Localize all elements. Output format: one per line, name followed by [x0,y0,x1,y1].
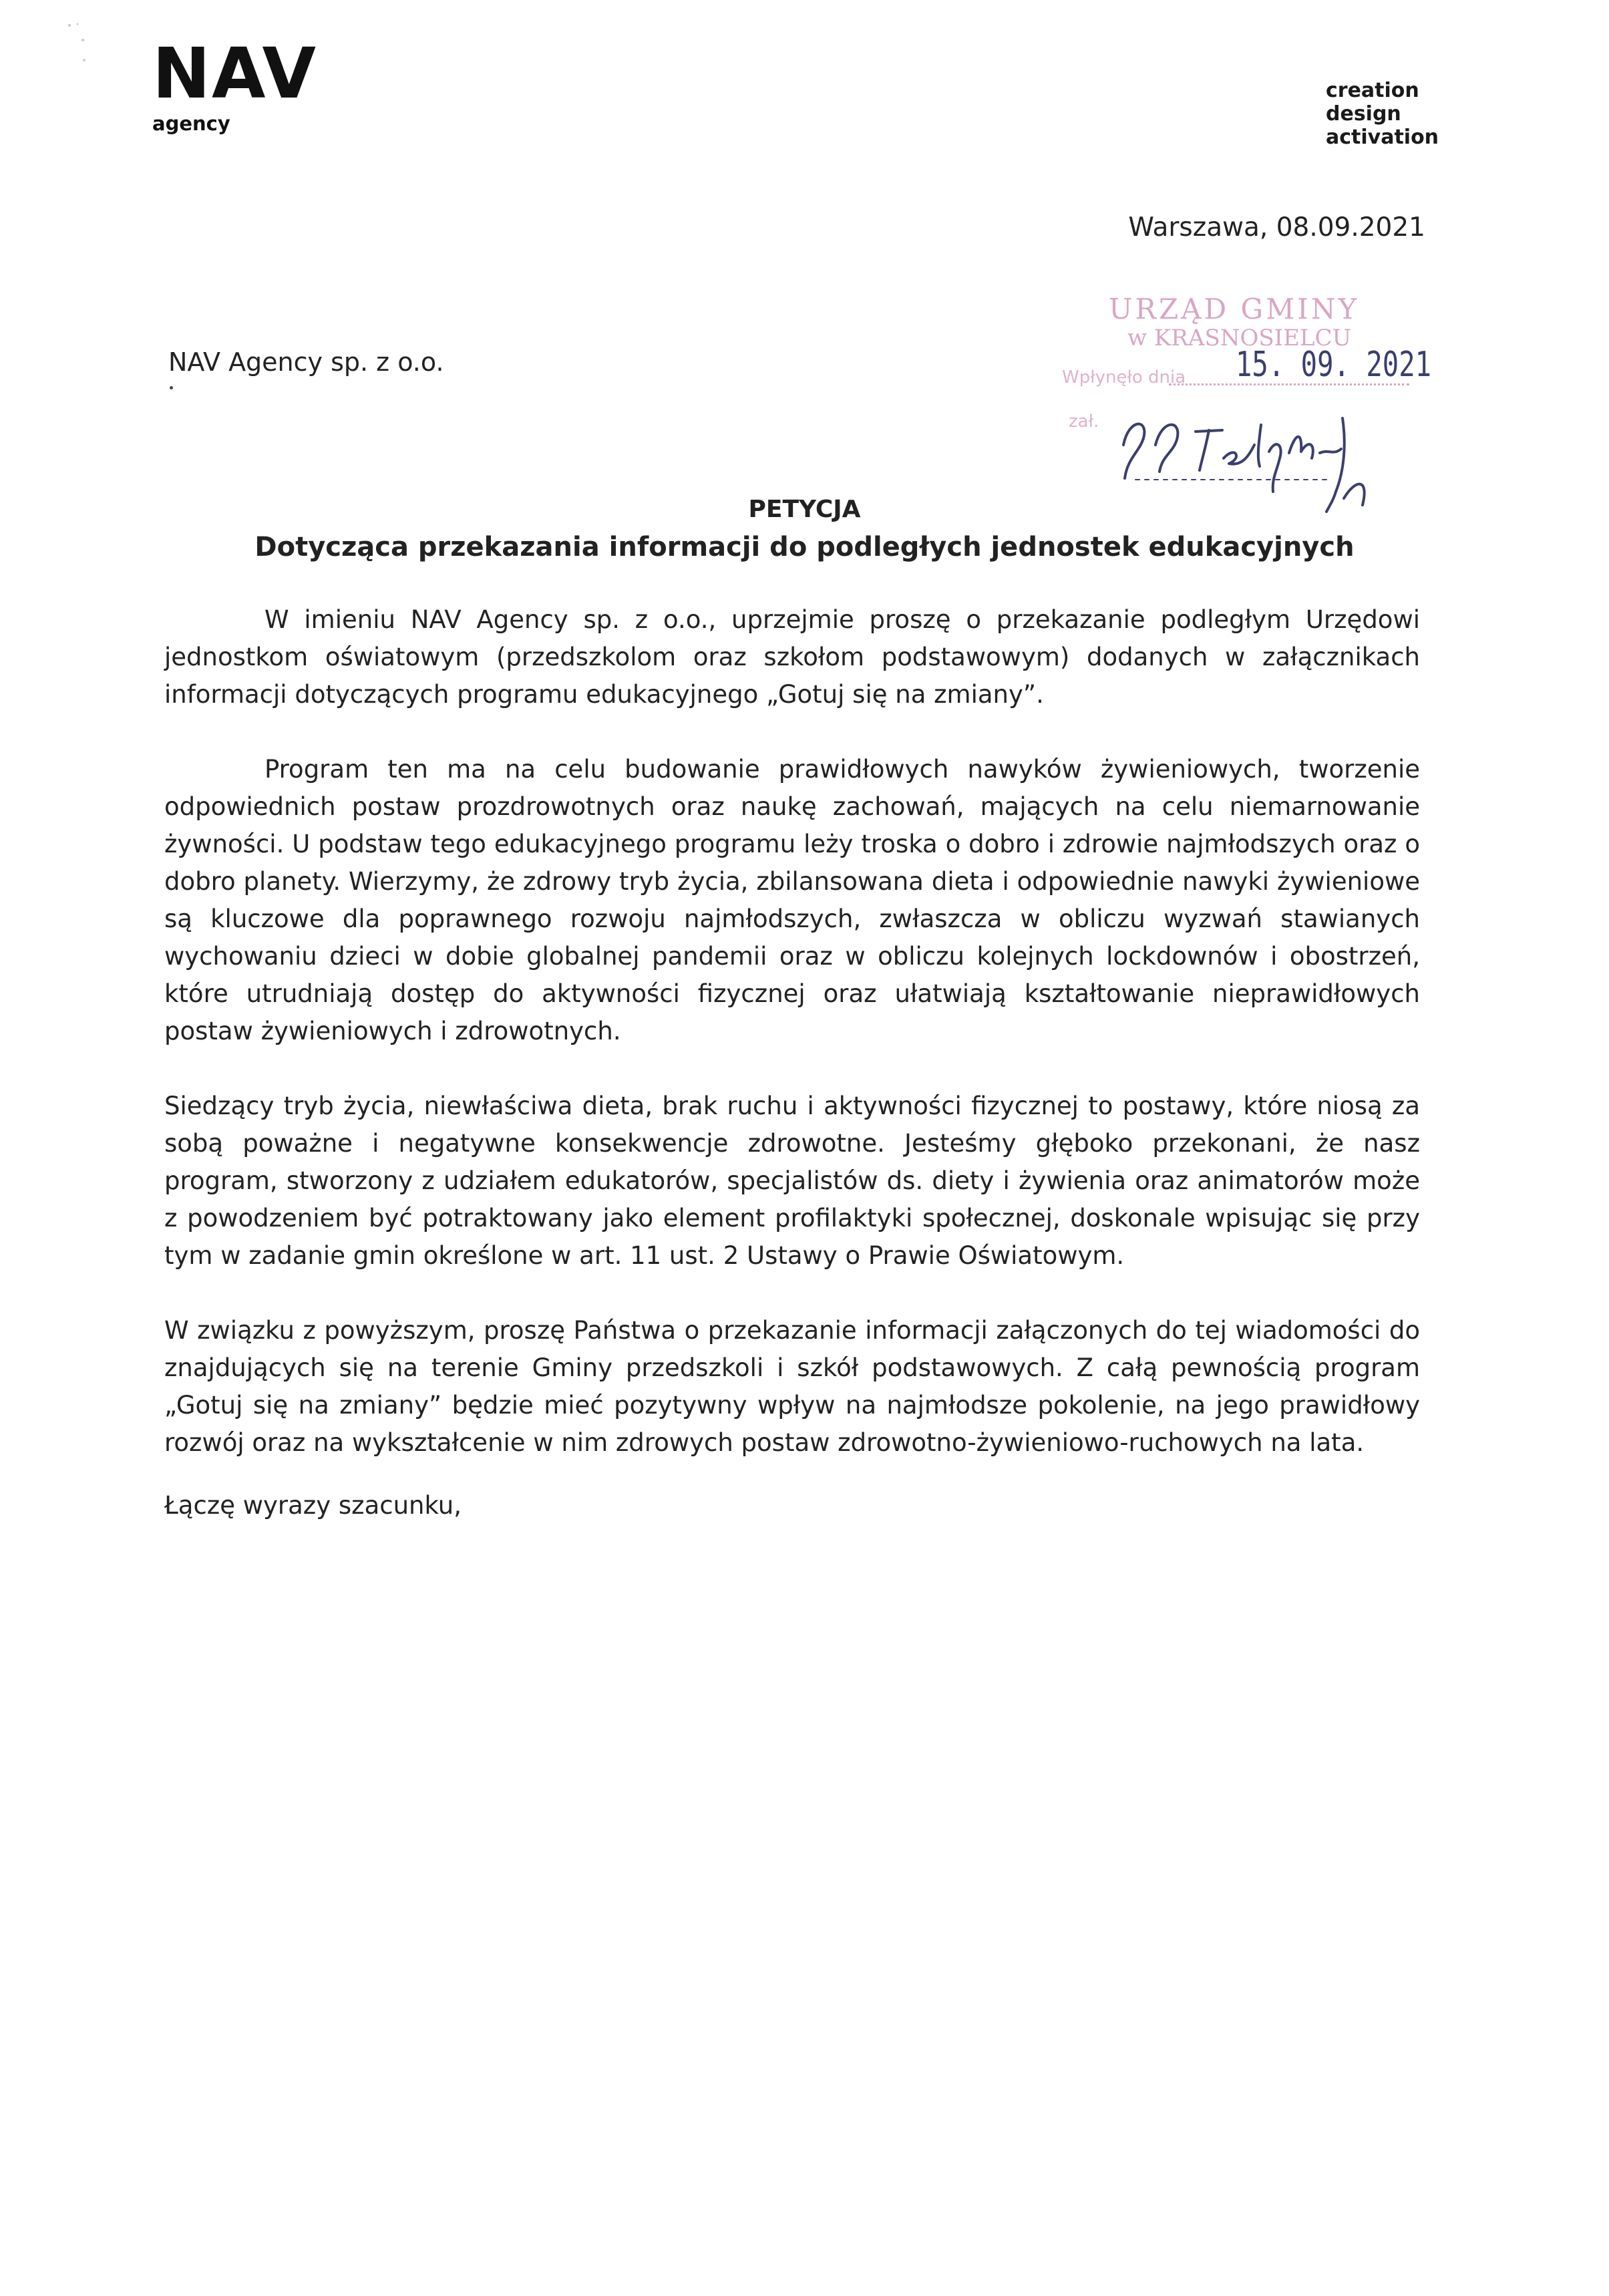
scan-corner-marks [64,20,91,67]
document-title: PETYCJA [748,496,861,523]
letter-date: Warszawa, 08.09.2021 [1128,212,1425,242]
stamp-received-date: 15. 09. 2021 [1236,345,1432,385]
body-paragraph: W związku z powyższym, proszę Państwa o przekazanie informacji załączonych do tej wiadomości do znajdujących się na terenie Gminy przedszkoli i szkół podstawowych. Z całą pewnością program „Gotuj się na zmiany” będzie mieć pozytywny wpływ na najmłodsze pokolenie, na jego prawidłowy rozwój oraz na wykształcenie w nim zdrowych postaw zdrowotno-żywieniowo-ruchowych na lata. [164,1316,1420,1457]
stamp-attachments-label: zał. [1069,412,1099,432]
logo-main-text: NAV [152,33,317,114]
company-logo [152,33,317,135]
tagline-line: activation [1326,126,1439,149]
letter-body [164,601,1420,1499]
tagline-line: creation [1326,79,1419,102]
tagline-line: design [1326,102,1401,126]
stamp-office-name: URZĄD GMINY [1109,293,1360,325]
company-tagline [1326,79,1439,149]
sender-name: NAV Agency sp. z o.o. [168,347,444,377]
body-paragraph: W imieniu NAV Agency sp. z o.o., uprzejmie proszę o przekazanie podległym Urzędowi jednostkom oświatowym (przedszkolom oraz szkołom podstawowym) dodanych w załącznikach informacji dotyczących programu edukacyjnego „Gotuj się na zmiany”. [164,605,1420,709]
stamp-office-location: w KRASNOSIELCU [1127,325,1352,351]
received-stamp [1055,293,1432,520]
logo-sub-text: agency [152,112,230,135]
body-paragraph: Program ten ma na celu budowanie prawidłowych nawyków żywieniowych, tworzenie odpowiednich postaw prozdrowotnych oraz naukę zachowań, mających na celu niemarnowanie żywności. U podstaw tego edukacyjnego programu leży troska o dobro i zdrowie najmłodszych oraz o dobro planety. Wierzymy, że zdrowy tryb życia, zbilansowana dieta i odpowiednie nawyki żywieniowe są kluczowe dla poprawnego rozwoju najmłodszych, zwłaszcza w obliczu wyzwań stawianych wychowaniu dzieci w dobie globalnej pandemii oraz w obliczu kolejnych lockdownów i obostrzeń, które utrudniają dostęp do aktywności fizycznej oraz ułatwiają kształtowanie nieprawidłowych postaw żywieniowych i zdrowotnych. [164,755,1420,1045]
stamp-received-label: Wpłynęło dnia [1062,367,1186,387]
document-subtitle: Dotycząca przekazania informacji do podległych jednostek edukacyjnych [254,532,1355,562]
body-paragraph: Siedzący tryb życia, niewłaściwa dieta, brak ruchu i aktywności fizycznej to postawy, które niosą za sobą poważne i negatywne konsekwencje zdrowotne. Jesteśmy głęboko przekonani, że nasz program, stworzony z udziałem edukatorów, specjalistów ds. diety i żywienia oraz animatorów może z powodzeniem być potraktowany jako element profilaktyki społecznej, doskonale wpisując się przy tym w zadanie gmin określone w art. 11 ust. 2 Ustawy o Prawie Oświatowym. [164,1092,1420,1270]
closing-salutation: Łączę wyrazy szacunku, [164,1491,462,1520]
scan-dot [170,386,173,389]
